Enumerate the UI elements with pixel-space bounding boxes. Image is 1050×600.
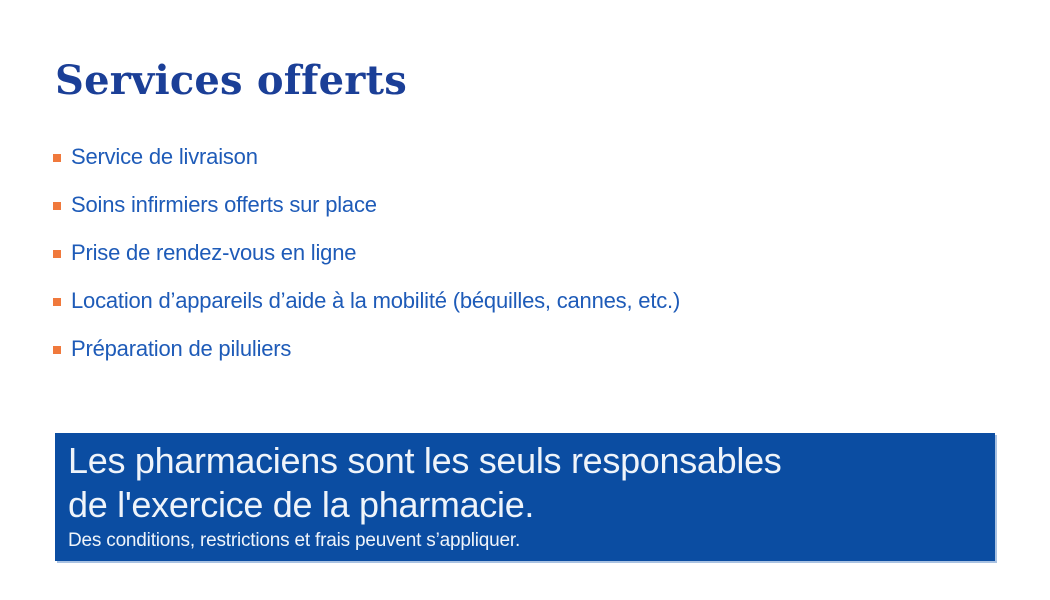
banner-headline-line1: Les pharmaciens sont les seuls responsables [68,440,782,481]
list-item [53,337,680,361]
bullet-square-icon [53,298,61,306]
disclaimer-banner [55,433,995,561]
bullet-square-icon [53,154,61,162]
bullet-square-icon [53,250,61,258]
list-item [53,193,680,217]
banner-headline-line2: de l'exercice de la pharmacie. [68,484,535,525]
banner-disclaimer: Des conditions, restrictions et frais peuvent s’appliquer. [68,530,521,551]
bullet-square-icon [53,346,61,354]
page-title: Services offerts [55,57,407,104]
list-item [53,241,680,265]
services-list [53,145,680,385]
list-item [53,145,680,169]
list-item-label: Soins infirmiers offerts sur place [71,192,377,217]
list-item-label: Location d’appareils d’aide à la mobilité (béquilles, cannes, etc.) [71,288,681,313]
list-item-label: Préparation de piluliers [71,336,292,361]
list-item-label: Prise de rendez-vous en ligne [71,240,357,265]
banner-headline [68,439,979,527]
list-item [53,289,680,313]
bullet-square-icon [53,202,61,210]
list-item-label: Service de livraison [71,144,258,169]
